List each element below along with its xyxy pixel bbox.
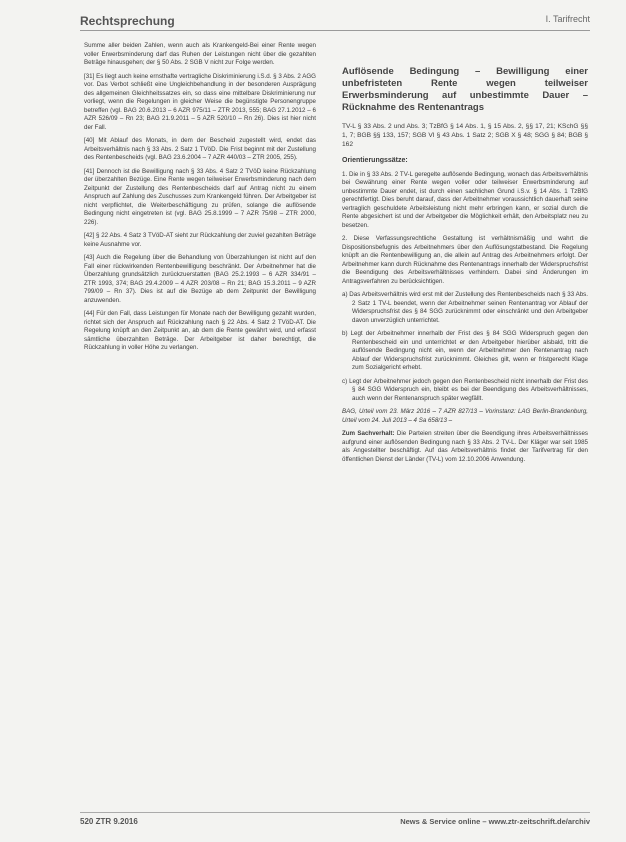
paragraph: [43] Auch die Regelung über die Behandlung von Überzahlungen ist nicht auf den Fall einer rückwirkenden Rentenbewilligung beschränkt. Der Arbeitnehmer hat die Überzahlung grundsätzlich zurückzuerstatten (BAG 25.2.1993 – 6 AZR 334/91 – ZTR 1993, 374; BAG 29.4.2009 – 4 AZR 203/08 – Rn 21; BAG 15.3.2011 – 9 AZR 799/09 – Rn 37). Dies ist auf die Bezüge ab dem Zeitpunkt der Bewilligung anzuwenden. <box>84 254 316 304</box>
paragraph: Summe aller beiden Zahlen, wenn auch als Krankengeld-Bei einer Rente wegen voller Erwerbsminderung darf das Ruhen der Leistungen nicht über die gezahlten Beträge hinausgehen; der § 50 Abs. 2 SGB V nicht zur Folge werden. <box>84 42 316 66</box>
footer-link[interactable]: News & Service online – www.ztr-zeitschrift.de/archiv <box>400 817 590 826</box>
orientation-point: 2. Diese Verfassungsrechtliche Gestaltung ist verhältnismäßig und wahrt die Dispositionsbefugnis des Arbeitnehmers über den Auflösungstatbestand. Die Regelung knüpft an die Rentenbewilligung an, die allein auf Antrag des Arbeitnehmers erfolgt. Der Arbeitnehmer kann durch Rücknahme des Rentenantrags innerhalb der Widerspruchsfrist die Beendigung des Arbeitsverhältnisses verhindern. Dabei sind Änderungen im Antragsverfahren zu berücksichtigen. <box>342 235 588 285</box>
norm-references: TV-L § 33 Abs. 2 und Abs. 3; TzBfG § 14 Abs. 1, § 15 Abs. 2, §§ 17, 21; KSchG §§ 1, 7; BGB §§ 133, 157; SGB VI § 43 Abs. 1 Satz 2; SGB X § 48; SGG § 84; BGB § 162 <box>342 123 588 148</box>
footer-divider <box>80 812 590 813</box>
section-heading: Rechtsprechung <box>80 14 175 28</box>
facts-label: Zum Sachverhalt: <box>342 430 395 437</box>
left-column <box>84 42 316 358</box>
orientation-heading: Orientierungssätze: <box>342 157 408 164</box>
court-citation: BAG, Urteil vom 23. März 2016 – 7 AZR 827/13 – Vorinstanz: LAG Berlin-Brandenburg, Urteil vom 24. Juli 2013 – 4 Sa 658/13 – <box>342 408 588 424</box>
right-column <box>342 42 588 469</box>
sub-point: b) Legt der Arbeitnehmer innerhalb der Frist des § 84 SGG Widerspruch gegen den Rentenbescheid ein und unterrichtet er den Arbeitgeber hierüber alsbald, tritt die auflösende Bedingung nicht ein, wenn der Arbeitnehmer den Rentenantrag nach Ablauf der Widerspruchsfrist zurücknimmt. Gleiches gilt, wenn er fristgerecht Klage zum Sozialgericht erhebt. <box>342 330 588 371</box>
facts-section <box>342 430 588 464</box>
paragraph: [42] § 22 Abs. 4 Satz 3 TVöD-AT sieht zur Rückzahlung der zuviel gezahlten Beträge keine Ausnahme vor. <box>84 232 316 248</box>
paragraph: [44] Für den Fall, dass Leistungen für Monate nach der Bewilligung gezahlt wurden, richtet sich der Anspruch auf Rückzahlung nach § 22 Abs. 4 Satz 2 TVöD-AT. Die Regelung knüpft an den Zeitpunkt an, ab dem die Rente gewährt wird, und erfasst sämtliche überzahlten Beträge. Der Arbeitgeber ist daher berechtigt, die Rückzahlung in voller Höhe zu verlangen. <box>84 310 316 351</box>
sub-point: a) Das Arbeitsverhältnis wird erst mit der Zustellung des Rentenbescheids nach § 33 Abs. 2 Satz 1 TV-L beendet, wenn der Arbeitnehmer seinen Rentenantrag vor Ablauf der Widerspruchsfrist des § 84 SGG zurücknimmt oder einschränkt und den Arbeitgeber davon unverzüglich unterrichtet. <box>342 291 588 324</box>
header-divider <box>80 30 590 31</box>
paragraph: [40] Mit Ablauf des Monats, in dem der Bescheid zugestellt wird, endet das Arbeitsverhältnis nach § 33 Abs. 2 Satz 1 TVöD. Die Frist beginnt mit der Zustellung des Rentenbescheids (vgl. BAG 23.6.2004 – 7 AZR 440/03 – ZTR 2005, 255). <box>84 137 316 161</box>
sub-point: c) Legt der Arbeitnehmer jedoch gegen den Rentenbescheid nicht innerhalb der Frist des § 84 SGG Widerspruch ein, bleibt es bei der Beendigung des Arbeitsverhältnisses, auch wenn der Rentenanspruch später wegfällt. <box>342 377 588 402</box>
orientation-point: 1. Die in § 33 Abs. 2 TV-L geregelte auflösende Bedingung, wonach das Arbeitsverhältnis bei Gewährung einer Rente wegen voller oder teilweiser Erwerbsminderung auf unbestimmte Dauer endet, ist durch einen sachlichen Grund i.S.v. § 14 Abs. 1 TzBfG gerechtfertigt. Dies beruht darauf, dass der Arbeitnehmer voraussichtlich dauerhaft seine vertraglich geschuldete Arbeitsleistung nicht mehr erbringen kann, er sozial durch die Rente abgesichert ist und der Arbeitgeber die Möglichkeit erhält, den Arbeitsplatz neu zu besetzen. <box>342 170 588 229</box>
paragraph: [41] Dennoch ist die Bewilligung nach § 33 Abs. 4 Satz 2 TVöD keine Rückzahlung der überzahlten Bezüge. Eine Rente wegen teilweiser Erwerbsminderung nach dem Zeitpunkt der Zustellung des Rentenbescheids darf auf Antrag nicht zu einem Anspruch auf Zahlung des Zuschusses zum Krankengeld führen. Der Arbeitgeber ist nicht verpflichtet, die Weiterbeschäftigung zu prüfen, solange die auflösende Bedingung nicht eingetreten ist (vgl. BAG 25.8.1999 – 7 AZR 75/98 – ZTR 2000, 226). <box>84 167 316 226</box>
facts-text: Die Parteien streiten über die Beendigung ihres Arbeitsverhältnisses aufgrund einer auflösenden Bedingung nach § 33 Abs. 2 TV-L. Der Kläger war seit 1985 als Angestellter beschäftigt. Auf das Arbeitsverhältnis findet der Tarifvertrag für den öffentlichen Dienst der Länder (TV-L) vom 12.10.2006 Anwendung. <box>342 430 588 463</box>
section-label: I. Tarifrecht <box>545 14 590 24</box>
page-number: 520 ZTR 9.2016 <box>80 817 138 826</box>
paragraph: [31] Es liegt auch keine ernsthafte vertragliche Diskriminierung i.S.d. § 3 Abs. 2 AGG vor. Das Verbot schließt eine Ungleichbehandlung in der besonderen Ausprägung des allgemeinen Gleichheitssatzes ein, so dass eine mittelbare Diskriminierung nur vorliegt, wenn die Regelungen in gleicher Weise die begünstigte Personengruppe betreffen (vgl. BAG 20.6.2013 – 6 AZR 975/11 – ZTR 2013, 555; BAG 27.1.2012 – 6 AZR 526/09 – Rn 23; BAG 21.9.2011 – 5 AZR 520/10 – Rn 26). Dies ist hier nicht der Fall. <box>84 72 316 131</box>
article-title: Auflösende Bedingung – Bewilligung einer unbefristeten Rente wegen teilweiser Erwerbsminderung auf unbestimmte Dauer – Rücknahme des Rentenantrags <box>342 66 588 113</box>
